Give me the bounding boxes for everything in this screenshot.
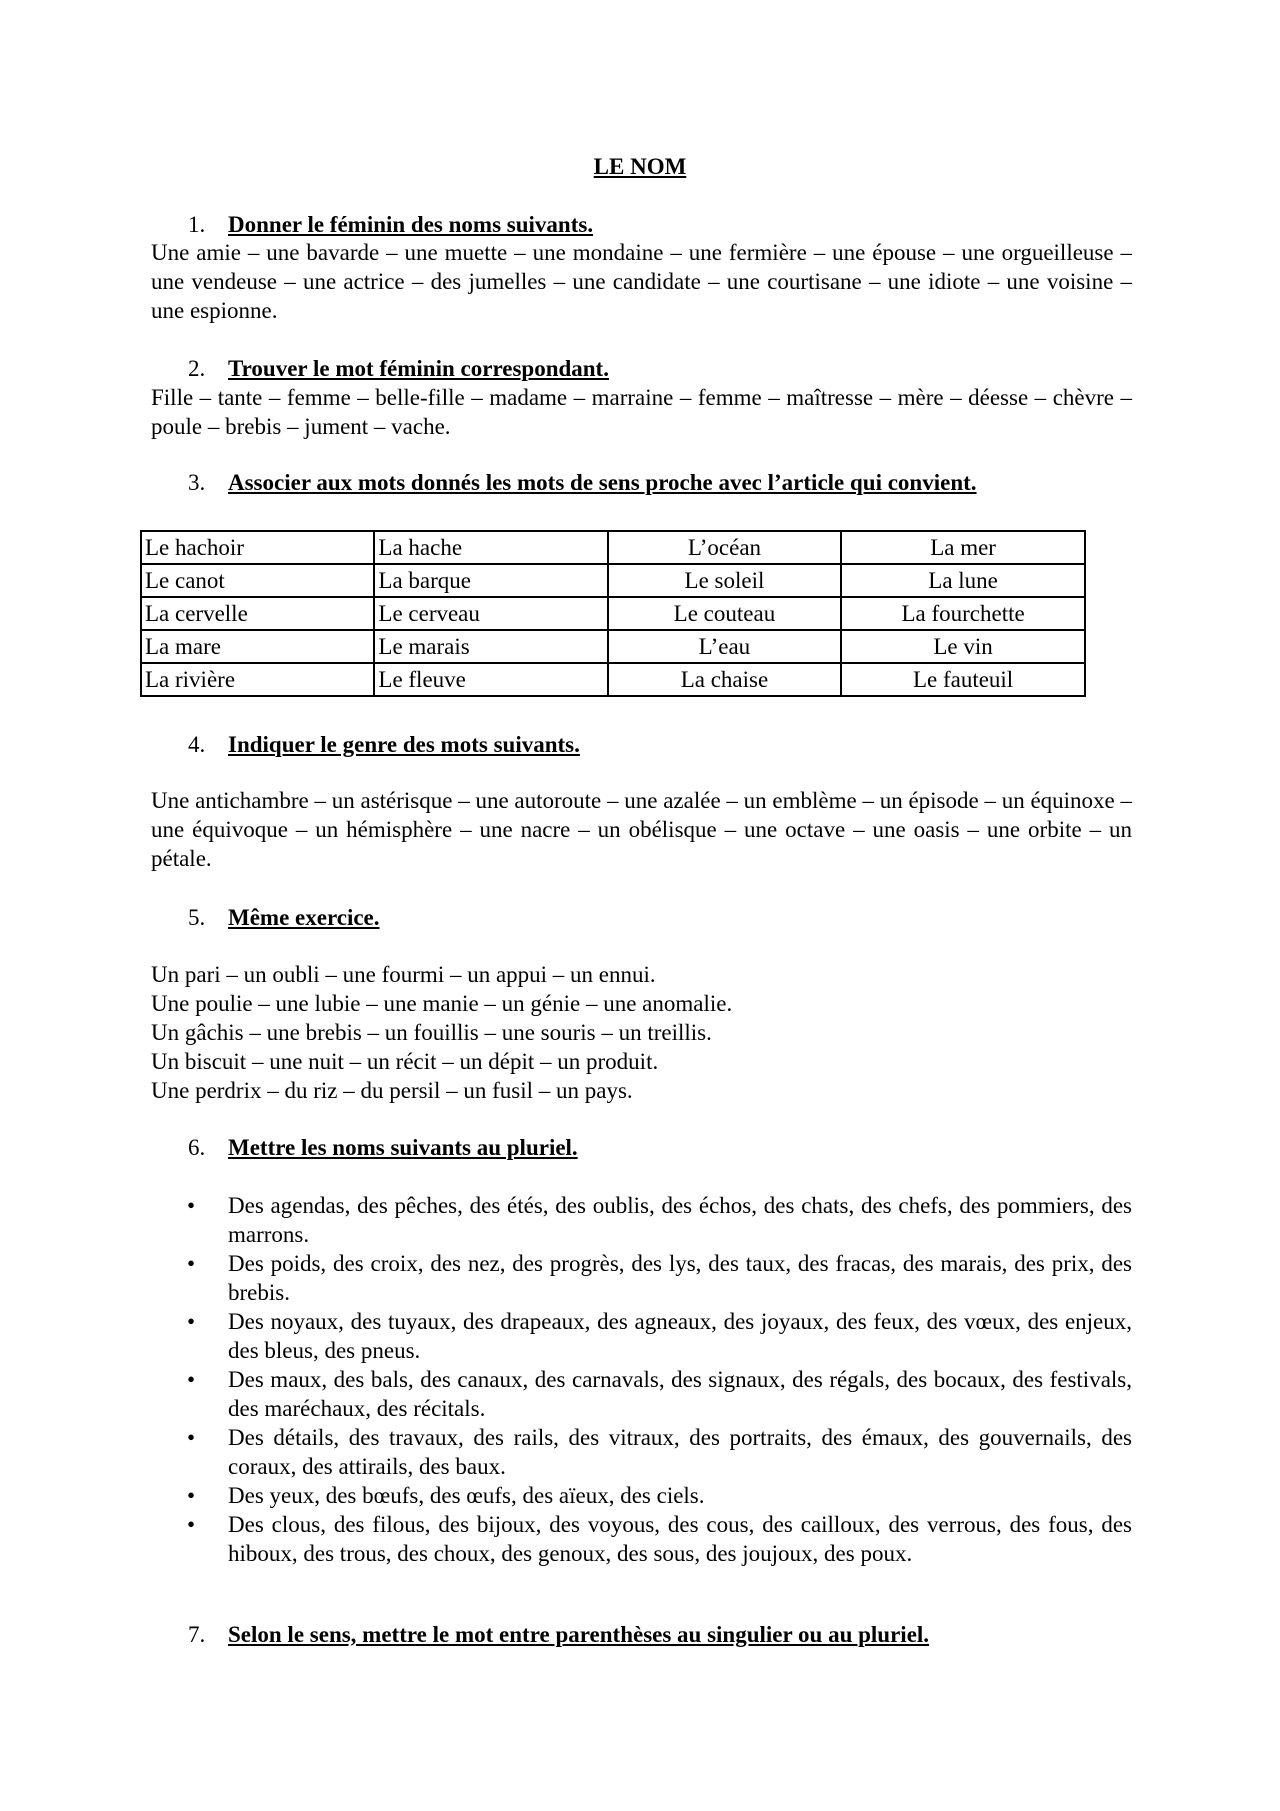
list-item-text: Des noyaux, des tuyaux, des drapeaux, des agneaux, des joyaux, des feux, des vœux, des enjeux, des bleus, des pneus. [228,1309,1132,1363]
list-item [151,1365,1132,1423]
table-cell: Le couteau [608,597,841,630]
section-6-heading [188,1133,578,1162]
section-4-heading [188,730,580,759]
section-7-heading [188,1620,929,1649]
table-cell: La hache [374,531,607,564]
table-cell: Le vin [841,630,1085,663]
section-number: 1. [188,212,206,237]
section-number: 5. [188,905,206,930]
section-title: Trouver le mot féminin correspondant. [228,356,609,381]
section-title: Selon le sens, mettre le mot entre parenthèses au singulier ou au pluriel. [228,1622,930,1647]
list-item-text: Des clous, des filous, des bijoux, des voyous, des cous, des cailloux, des verrous, des fous, des hiboux, des trous, des choux, des genoux, des sous, des joujoux, des poux. [228,1512,1132,1566]
section-number: 6. [188,1135,206,1160]
bullet-icon: • [187,1425,196,1450]
section-title: Indiquer le genre des mots suivants. [228,732,580,757]
list-item [151,1249,1132,1307]
bullet-icon: • [187,1367,196,1392]
list-item-text: Des agendas, des pêches, des étés, des oublis, des échos, des chats, des chefs, des pommiers, des marrons. [228,1193,1132,1247]
table-cell: Le fleuve [374,663,607,696]
text-line: Une perdrix – du riz – du persil – un fusil – un pays. [151,1078,633,1103]
table-cell: La mer [841,531,1085,564]
table-row [141,564,1085,597]
section-3-heading [188,468,977,497]
section-4-text: Une antichambre – un astérisque – une autoroute – une azalée – un emblème – un épisode – un équinoxe – une équivoque – un hémisphère – une nacre – un obélisque – une octave – une oasis – une orbite – un pétale. [151,788,1133,871]
section-title: Associer aux mots donnés les mots de sens proche avec l’article qui convient. [228,470,977,495]
text-line: Un gâchis – une brebis – un fouillis – une souris – un treillis. [151,1020,712,1045]
table-row [141,663,1085,696]
table-cell: L’eau [608,630,841,663]
list-item [151,1307,1132,1365]
text-line: Une poulie – une lubie – une manie – un génie – une anomalie. [151,991,733,1016]
page-title: LE NOM [593,154,687,179]
list-item-text: Des poids, des croix, des nez, des progrès, des lys, des taux, des fracas, des marais, des prix, des brebis. [228,1251,1132,1305]
section-5-lines [151,960,732,1105]
section-number: 7. [188,1622,206,1647]
table-cell: L’océan [608,531,841,564]
table-cell: Le cerveau [374,597,607,630]
table-cell: Le marais [374,630,607,663]
list-item-text: Des maux, des bals, des canaux, des carnavals, des signaux, des régals, des bocaux, des festivals, des maréchaux, des récitals. [228,1367,1132,1421]
text-line: Un pari – un oubli – une fourmi – un appui – un ennui. [151,962,656,987]
list-item [151,1510,1132,1568]
bullet-icon: • [187,1512,196,1537]
table-row [141,630,1085,663]
list-item [151,1423,1132,1481]
table-row [141,531,1085,564]
section-title: Même exercice. [228,905,380,930]
bullet-icon: • [187,1309,196,1334]
table-row [141,597,1085,630]
bullet-icon: • [187,1251,196,1276]
section-number: 3. [188,470,206,495]
section-title: Mettre les noms suivants au pluriel. [228,1135,578,1160]
table-cell: La barque [374,564,607,597]
section-number: 4. [188,732,206,757]
table-cell: La chaise [608,663,841,696]
list-item-text: Des détails, des travaux, des rails, des vitraux, des portraits, des émaux, des gouvernails, des coraux, des attirails, des baux. [228,1425,1132,1479]
table-cell: La fourchette [841,597,1085,630]
section-2-heading [188,354,609,383]
table-cell: La cervelle [141,597,374,630]
table-cell: Le soleil [608,564,841,597]
list-item-text: Des yeux, des bœufs, des œufs, des aïeux, des ciels. [228,1483,705,1508]
table-cell: La mare [141,630,374,663]
bullet-icon: • [187,1483,196,1508]
table-cell: La rivière [141,663,374,696]
table-cell: La lune [841,564,1085,597]
table-cell: Le fauteuil [841,663,1085,696]
section-1-text: Une amie – une bavarde – une muette – une mondaine – une fermière – une épouse – une orgueilleuse – une vendeuse – une actrice – des jumelles – une candidate – une courtisane – une idiote – une voisine – une espionne. [151,240,1132,323]
bullet-icon: • [187,1193,196,1218]
list-item [151,1481,1132,1510]
section-5-heading [188,903,380,932]
section-2-text: Fille – tante – femme – belle-fille – madame – marraine – femme – maîtresse – mère – déesse – chèvre – poule – brebis – jument – vache. [151,385,1132,439]
section-number: 2. [188,356,206,381]
table-cell: Le canot [141,564,374,597]
text-line: Un biscuit – une nuit – un récit – un dépit – un produit. [151,1049,659,1074]
section-title: Donner le féminin des noms suivants. [228,212,594,237]
section-1-heading [188,210,593,239]
association-table [140,530,1086,697]
plural-list [151,1191,1132,1568]
list-item [151,1191,1132,1249]
table-cell: Le hachoir [141,531,374,564]
